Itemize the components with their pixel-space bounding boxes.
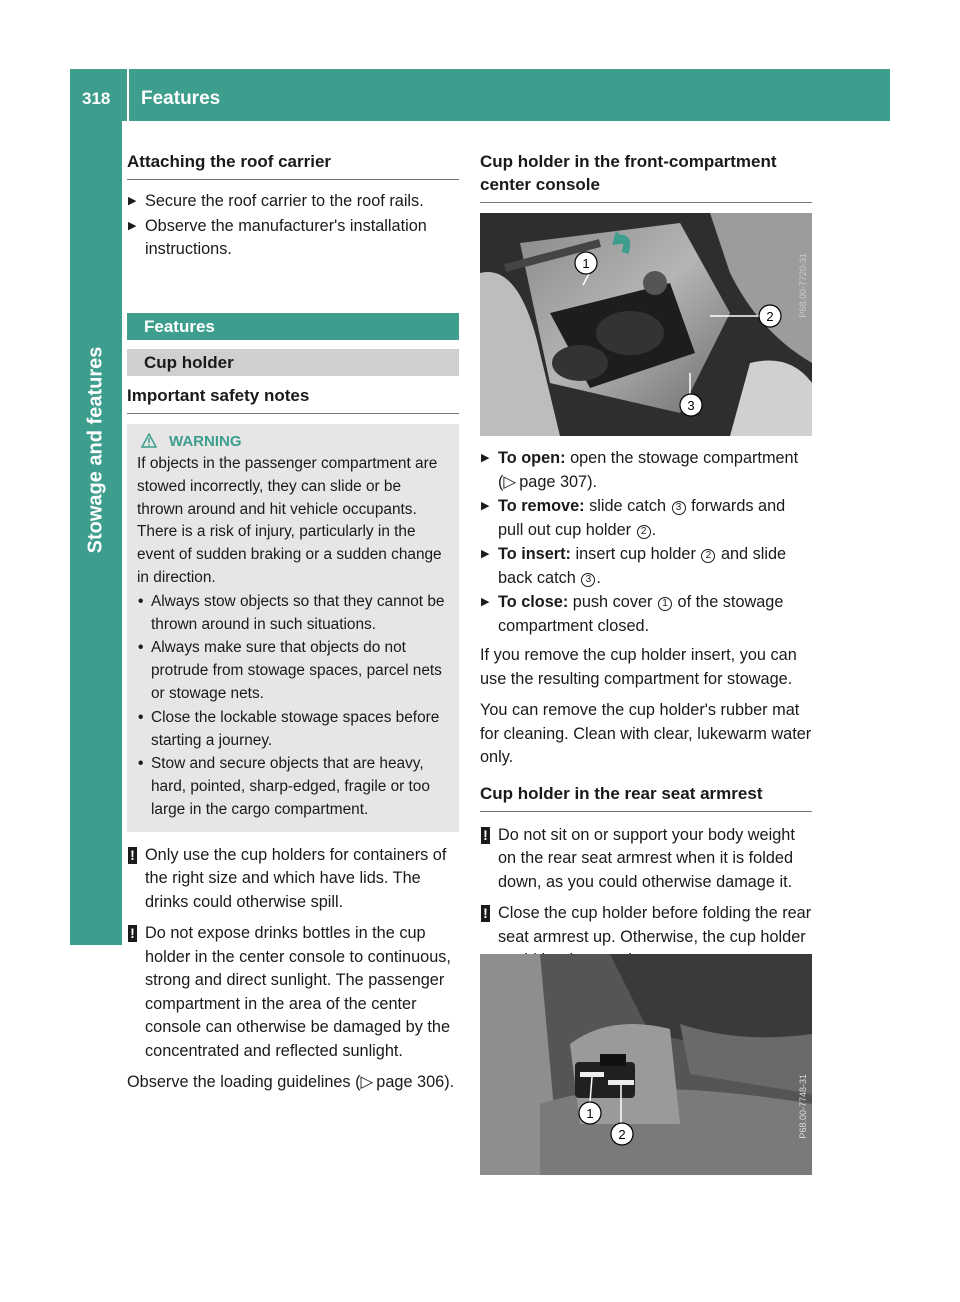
- side-tab-label: Stowage and features: [84, 346, 107, 554]
- rear-armrest-photo: [480, 954, 812, 1175]
- arrow-icon: ▶: [481, 596, 490, 608]
- front-console-photo: [480, 213, 812, 436]
- callout-1-icon: [575, 252, 597, 274]
- header-divider: [127, 69, 129, 121]
- page-ref-arrow-icon: ▷: [503, 472, 520, 491]
- exclamation-icon: !: [128, 925, 137, 942]
- page-title: Features: [141, 88, 221, 109]
- callout-3-icon: [680, 394, 702, 416]
- instruction-step: ▶ To insert: insert cup holder 2 and slide back catch 3 .: [481, 545, 787, 587]
- callout-number-icon: 2: [637, 525, 651, 539]
- page-ref-arrow-icon: ▷: [360, 1073, 377, 1092]
- arrow-icon: ▶: [481, 500, 490, 512]
- side-tab-marker: [70, 901, 122, 945]
- right-column: [480, 150, 812, 981]
- instruction-step: ▶ To remove: slide catch 3 forwards and pull out cup holder 2 .: [481, 497, 786, 539]
- front-cup-holder-heading: Cup holder in the front-compartment center console: [480, 150, 812, 203]
- arrow-icon: ▶: [128, 195, 137, 207]
- page-number: 318: [82, 89, 111, 108]
- svg-text:2: 2: [618, 1127, 626, 1142]
- arrow-icon: ▶: [481, 452, 490, 464]
- roof-step: ▶ Observe the manufacturer's installation instructions.: [128, 216, 427, 258]
- warning-bullet: • Always make sure that objects do not protrude from stowage spaces, parcel nets or stowage nets.: [138, 639, 442, 702]
- loading-guidelines-text: Observe the loading guidelines (▷ page 306).: [127, 1073, 455, 1092]
- svg-text:1: 1: [582, 256, 590, 271]
- page-reference-link[interactable]: page 307: [519, 472, 588, 491]
- body-paragraph: If you remove the cup holder insert, you can use the resulting compartment for stowage.: [480, 646, 797, 688]
- exclamation-icon: !: [128, 847, 137, 864]
- svg-text:3: 3: [687, 398, 695, 413]
- instruction-step: ▶ To close: push cover 1 of the stowage compartment closed.: [481, 593, 784, 635]
- callout-number-icon: 3: [581, 573, 595, 587]
- warning-bullet: • Stow and secure objects that are heavy, hard, pointed, sharp-edged, fragile or too large in the cargo compartment.: [138, 755, 430, 818]
- caution-note: ! Do not expose drinks bottles in the cup holder in the center console to continuous, strong and direct sunlight. The passenger compartment in the area of the center console can otherwise be damaged by the concentrated and reflected sunlight.: [127, 922, 459, 1063]
- cup-holder-band: Cup holder: [127, 349, 459, 376]
- arrow-icon: ▶: [481, 548, 490, 560]
- svg-text:1: 1: [586, 1106, 594, 1121]
- callout-number-icon: 1: [658, 597, 672, 611]
- caution-note: ! Only use the cup holders for containers of the right size and which have lids. The drinks could otherwise spill.: [127, 844, 459, 915]
- page-reference-link[interactable]: page 306: [376, 1073, 445, 1092]
- safety-notes-heading: Important safety notes: [127, 384, 459, 414]
- exclamation-icon: !: [481, 827, 490, 844]
- warning-bullet: • Always stow objects so that they cannot be thrown around in such situations.: [138, 592, 445, 633]
- callout-2-icon: [759, 305, 781, 327]
- features-band: Features: [127, 313, 459, 340]
- warning-text: If objects in the passenger compartment are stowed incorrectly, they can slide or be thrown around and hit vehicle occupants. There is a risk of injury, particularly in the event of sudden braking or a sudden change in direction.: [137, 455, 442, 586]
- rear-cup-holder-heading: Cup holder in the rear seat armrest: [480, 782, 812, 812]
- callout-number-icon: 3: [672, 501, 686, 515]
- arrow-icon: ▶: [128, 219, 137, 232]
- instruction-step: ▶ To open: open the stowage compartment (▷ page 307).: [481, 449, 799, 491]
- caution-note: ! Close the cup holder before folding the rear seat armrest up. Otherwise, the cup holder: [480, 902, 812, 973]
- left-column: [127, 150, 459, 1103]
- callout-2-icon: [611, 1123, 633, 1145]
- photo-code: P68.00-7720-31: [798, 253, 808, 318]
- callout-number-icon: 2: [701, 549, 715, 563]
- photo-code: P68.00-7748-31: [798, 1074, 808, 1139]
- warning-bullet: • Close the lockable stowage spaces before starting a journey.: [138, 708, 440, 749]
- svg-text:2: 2: [766, 309, 774, 324]
- roof-carrier-heading: Attaching the roof carrier: [127, 150, 459, 180]
- callout-1-icon: [579, 1102, 601, 1124]
- roof-step: ▶ Secure the roof carrier to the roof rails.: [127, 190, 459, 214]
- warning-triangle-icon: [141, 432, 157, 456]
- body-paragraph: You can remove the cup holder's rubber mat for cleaning. Clean with clear, lukewarm water only.: [480, 701, 812, 766]
- warning-box: [127, 424, 459, 832]
- warning-heading: WARNING: [137, 430, 451, 454]
- caution-note: ! Do not sit on or support your body weight on the rear seat armrest when it is folded down, as you could otherwise damage it.: [480, 824, 812, 895]
- exclamation-icon: !: [481, 905, 490, 922]
